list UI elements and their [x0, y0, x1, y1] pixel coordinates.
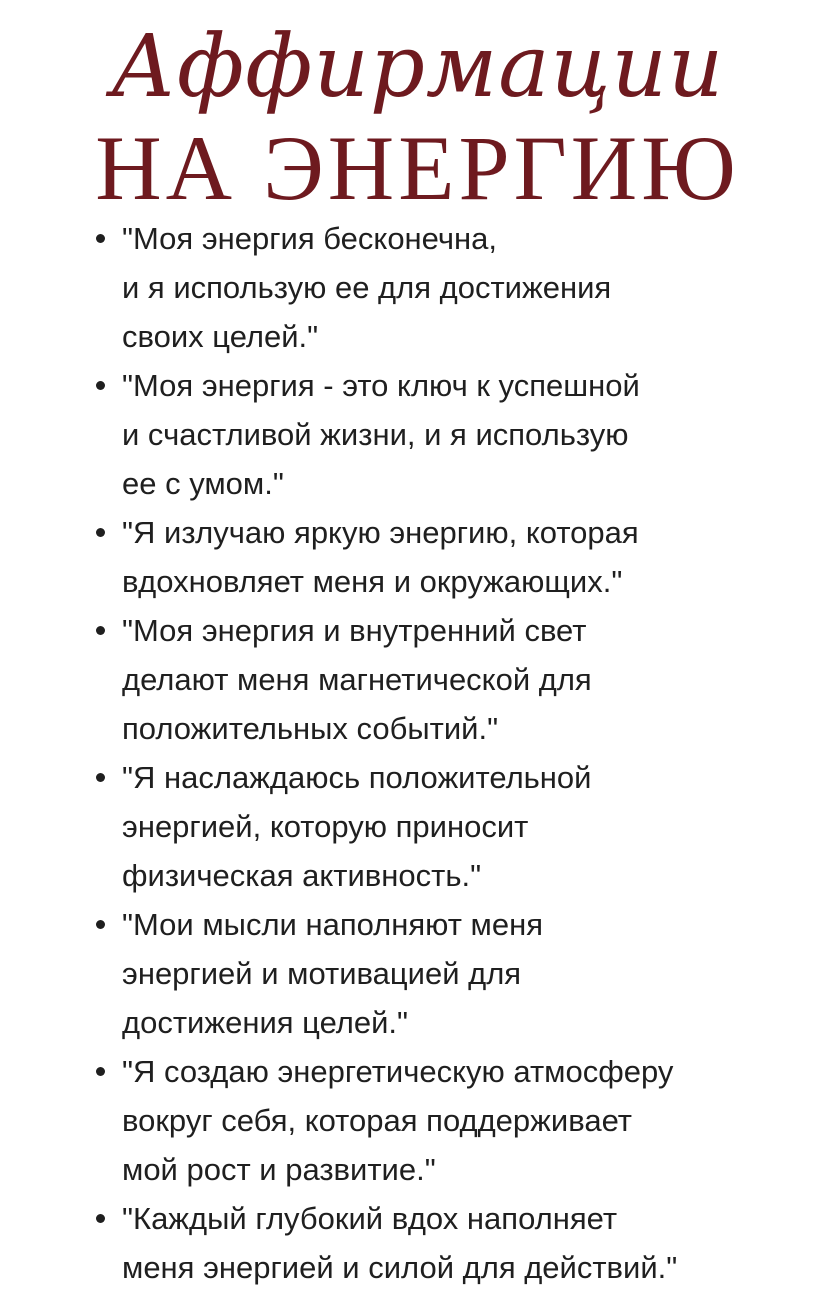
affirmation-line: "Моя энергия и внутренний свет	[122, 613, 587, 648]
bullet-icon	[96, 773, 105, 782]
affirmation-line: мой рост и развитие."	[122, 1152, 436, 1187]
affirmation-line: и я использую ее для достижения	[122, 270, 612, 305]
affirmation-list	[92, 214, 792, 1292]
affirmation-line: делают меня магнетической для	[122, 662, 592, 697]
affirmation-line: "Я создаю энергетическую атмосферу	[122, 1054, 674, 1089]
affirmation-line: энергией, которую приносит	[122, 809, 529, 844]
list-item	[92, 508, 792, 606]
page-title: НА ЭНЕРГИЮ	[95, 117, 740, 219]
list-item	[92, 753, 792, 900]
list-item	[92, 214, 792, 361]
bullet-icon	[96, 381, 105, 390]
page-title-script: Аффирмации	[110, 17, 725, 117]
list-item	[92, 361, 792, 508]
bullet-icon	[96, 920, 105, 929]
affirmation-line: энергией и мотивацией для	[122, 956, 522, 991]
bullet-icon	[96, 1067, 105, 1076]
affirmation-line: "Я излучаю яркую энергию, которая	[122, 515, 639, 550]
affirmation-line: вдохновляет меня и окружающих."	[122, 564, 623, 599]
affirmation-line: меня энергией и силой для действий."	[122, 1250, 678, 1285]
affirmation-line: "Я наслаждаюсь положительной	[122, 760, 592, 795]
bullet-icon	[96, 234, 105, 243]
affirmation-line: "Каждый глубокий вдох наполняет	[122, 1201, 618, 1236]
list-item	[92, 606, 792, 753]
affirmation-line: "Моя энергия бесконечна,	[122, 221, 498, 256]
bullet-icon	[96, 528, 105, 537]
affirmation-line: достижения целей."	[122, 1005, 409, 1040]
list-item	[92, 900, 792, 1047]
affirmation-line: своих целей."	[122, 319, 319, 354]
affirmation-line: "Моя энергия - это ключ к успешной	[122, 368, 640, 403]
affirmation-line: физическая активность."	[122, 858, 482, 893]
affirmation-line: положительных событий."	[122, 711, 499, 746]
affirmation-line: вокруг себя, которая поддерживает	[122, 1103, 632, 1138]
list-item	[92, 1194, 792, 1292]
bullet-icon	[96, 626, 105, 635]
affirmation-line: ее с умом."	[122, 466, 284, 501]
affirmation-line: и счастливой жизни, и я использую	[122, 417, 629, 452]
list-item	[92, 1047, 792, 1194]
affirmation-line: "Мои мысли наполняют меня	[122, 907, 543, 942]
bullet-icon	[96, 1214, 105, 1223]
